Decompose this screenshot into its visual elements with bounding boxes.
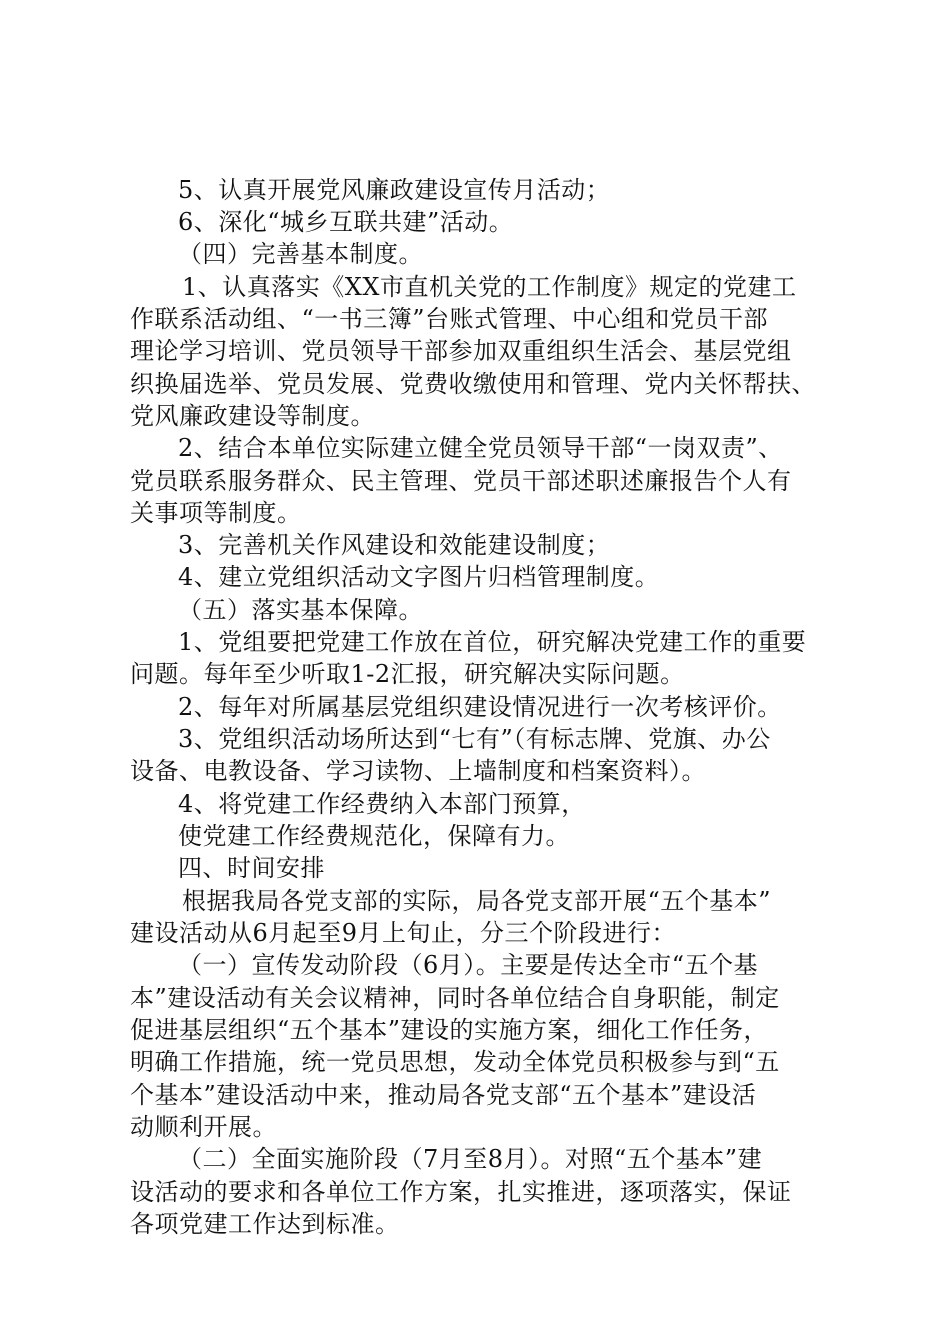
- text-line: （二）全面实施阶段（7月至8月）。对照“五个基本”建: [178, 1145, 763, 1173]
- text-line: 5、认真开展党风廉政建设宣传月活动；: [178, 176, 611, 204]
- text-line: （一）宣传发动阶段（6月）。主要是传达全市“五个基: [178, 951, 759, 979]
- text-line: 4、将党建工作经费纳入本部门预算，: [178, 790, 586, 818]
- text-line: 本”建设活动有关会议精神，同时各单位结合自身职能，制定: [130, 984, 780, 1012]
- text-line: 动顺利开展。: [130, 1113, 277, 1141]
- text-line: 作联系活动组、“一书三簿”台账式管理、中心组和党员干部: [130, 305, 769, 333]
- text-line: 设活动的要求和各单位工作方案，扎实推进，逐项落实，保证: [130, 1178, 792, 1206]
- text-line: 1、认真落实《XX市直机关党的工作制度》规定的党建工: [182, 273, 797, 301]
- text-line: 2、结合本单位实际建立健全党员领导干部“一岗双责”、: [178, 434, 783, 462]
- text-line: 设备、电教设备、学习读物、上墙制度和档案资料）。: [130, 757, 706, 785]
- text-line: 织换届选举、党员发展、党费收缴使用和管理、党内关怀帮扶、: [130, 370, 816, 398]
- text-line: 问题。每年至少听取1-2汇报，研究解决实际问题。: [130, 660, 685, 688]
- text-line: 4、建立党组织活动文字图片归档管理制度。: [178, 563, 660, 591]
- text-line: 明确工作措施，统一党员思想，发动全体党员积极参与到“五: [130, 1048, 780, 1076]
- text-line: 促进基层组织“五个基本”建设的实施方案，细化工作任务，: [130, 1016, 769, 1044]
- text-line: 3、完善机关作风建设和效能建设制度；: [178, 531, 611, 559]
- text-line: 使党建工作经费规范化，保障有力。: [178, 822, 570, 850]
- text-line: 各项党建工作达到标准。: [130, 1210, 400, 1238]
- text-line: 理论学习培训、党员领导干部参加双重组织生活会、基层党组: [130, 337, 792, 365]
- text-line: 3、党组织活动场所达到“七有”（有标志牌、党旗、办公: [178, 725, 771, 753]
- text-line: 根据我局各党支部的实际，局各党支部开展“五个基本”: [182, 887, 772, 915]
- text-line: 建设活动从6月起至9月上旬止，分三个阶段进行：: [130, 919, 677, 947]
- text-line: 6、深化“城乡互联共建”活动。: [178, 208, 514, 236]
- text-line: 关事项等制度。: [130, 499, 302, 527]
- section-heading: （四）完善基本制度。: [178, 240, 423, 268]
- text-line: 个基本”建设活动中来，推动局各党支部“五个基本”建设活: [130, 1081, 757, 1109]
- text-line: 党风廉政建设等制度。: [130, 402, 375, 430]
- text-line: 2、每年对所属基层党组织建设情况进行一次考核评价。: [178, 693, 782, 721]
- text-line: 1、党组要把党建工作放在首位，研究解决党建工作的重要: [178, 628, 807, 656]
- text-line: 党员联系服务群众、民主管理、党员干部述职述廉报告个人有: [130, 467, 792, 495]
- section-heading: （五）落实基本保障。: [178, 596, 423, 624]
- section-heading: 四、时间安排: [178, 854, 325, 882]
